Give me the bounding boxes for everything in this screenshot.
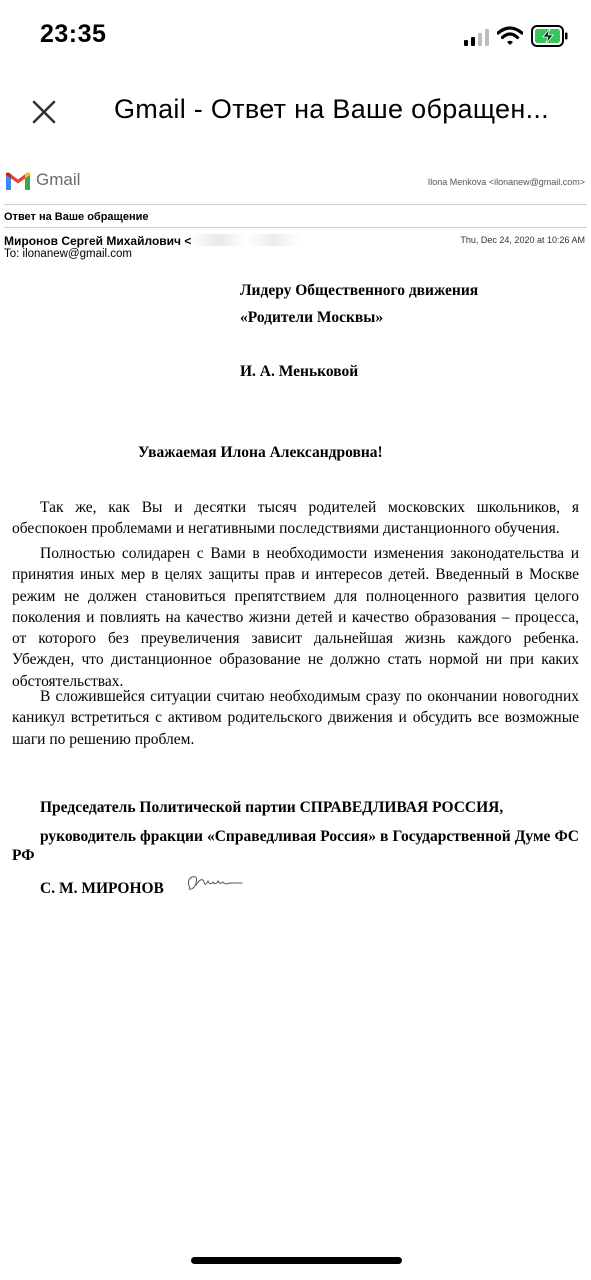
status-time: 23:35 (40, 20, 107, 48)
signature-title: Председатель Политической партии СПРАВЕДЛИВАЯ РОССИЯ, (40, 799, 504, 816)
address-line: И. А. Меньковой (240, 363, 359, 380)
email-date: Thu, Dec 24, 2020 at 10:26 AM (460, 235, 585, 245)
email-subject: Ответ на Ваше обращение (4, 211, 149, 223)
handwritten-signature-icon (184, 872, 246, 894)
divider (4, 204, 587, 205)
email-recipient: To: ilonanew@gmail.com (4, 248, 133, 260)
close-icon[interactable] (28, 96, 60, 128)
letter-paragraph: Так же, как Вы и десятки тысяч родителей московских школьников, я обеспокоен проблемами и негативными последствиями дистанционного обучения. (12, 499, 579, 538)
signal-icon (464, 28, 490, 46)
letter-paragraph: Полностью солидарен с Вами в необходимости изменения законодательства и принятия иных мер в целях защиты прав и интересов детей. Введенный в Москве режим не должен становиться препятствием для полноценного развития целого поколения и повлиять на качество жизни детей и качество образования – процесса, от которого без преувеличения зависит дальнейшая жизнь каждого ребенка. Убежден, что дистанционное образование не должно стать нормой ни при каких обстоятельствах. (12, 545, 579, 690)
account-email: Ilona Menkova <ilonanew@gmail.com> (427, 177, 585, 187)
letter-greeting: Уважаемая Илона Александровна! (138, 444, 383, 461)
sender-name: Миронов Сергей Михайлович < (4, 234, 192, 248)
gmail-wordmark: Gmail (36, 170, 81, 189)
signature-name: С. М. МИРОНОВ (40, 880, 164, 897)
page-title: Gmail - Ответ на Ваше обращен... (114, 94, 549, 124)
wifi-icon (497, 26, 523, 46)
letter-paragraph: В сложившейся ситуации считаю необходимым сразу по окончании новогодних каникул встретиться с активом родительского движения и обсудить все возможные шаги по решению проблем. (12, 688, 579, 748)
address-line: Лидеру Общественного движения (240, 282, 479, 299)
redacted-email (191, 234, 301, 246)
address-line: «Родители Москвы» (240, 309, 384, 326)
home-indicator[interactable] (191, 1257, 402, 1264)
battery-charging-icon (531, 25, 569, 47)
divider (4, 227, 587, 228)
email-sender (4, 234, 301, 248)
gmail-logo-icon (4, 170, 32, 192)
signature-title: руководитель фракции «Справедливая Россия» в Государственной Думе ФС РФ (12, 828, 579, 864)
